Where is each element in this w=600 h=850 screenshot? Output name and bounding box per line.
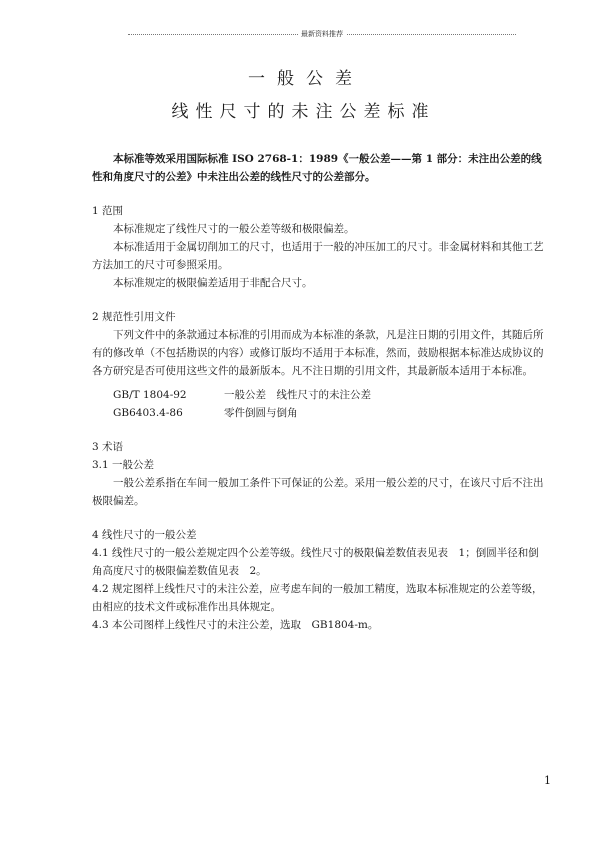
section-1-heading: 1 范围 bbox=[92, 205, 124, 217]
reference-title: 零件倒圆与倒角 bbox=[224, 407, 298, 419]
section-4-heading: 4 线性尺寸的一般公差 bbox=[92, 529, 197, 541]
section-3-heading: 3 术语 bbox=[92, 441, 124, 453]
reference-title: 一般公差 线性尺寸的未注公差 bbox=[224, 389, 371, 401]
reference-code: GB/T 1804-92 bbox=[113, 389, 187, 401]
reference-code: GB6403.4-86 bbox=[113, 407, 183, 419]
section-2-paragraph-1: 下列文件中的条款通过本标准的引用而成为本标准的条款，凡是注日期的引用文件，其随后所有的修改单（不包括勘误的内容）或修订版均不适用于本标准，然而，鼓励根据本标准达成协议的各方研究是否可使用这些文件的最新版本。凡不注日期的引用文件，其最新版本适用于本标准。 bbox=[92, 329, 544, 377]
section-1-paragraph-3: 本标准规定的极限偏差适用于非配合尺寸。 bbox=[113, 277, 313, 289]
section-3-paragraph-1: 一般公差系指在车间一般加工条件下可保证的公差。采用一般公差的尺寸，在该尺寸后不注出极限偏差。 bbox=[92, 477, 544, 507]
document-body bbox=[92, 150, 547, 634]
header-text: 最新资料推荐 bbox=[298, 29, 346, 39]
section-4-2-paragraph: 4.2 规定图样上线性尺寸的未注公差，应考虑车间的一般加工精度，选取本标准规定的公差等级，由相应的技术文件或标准作出具体规定。 bbox=[92, 583, 543, 613]
page-number: 1 bbox=[544, 774, 551, 787]
section-1-paragraph-1: 本标准规定了线性尺寸的一般公差等级和极限偏差。 bbox=[113, 223, 355, 235]
document-title-line2: 线性尺寸的未注公差标准 bbox=[171, 102, 436, 122]
section-3-1-heading: 3.1 一般公差 bbox=[92, 459, 155, 471]
page-header bbox=[128, 29, 516, 39]
section-2-heading: 2 规范性引用文件 bbox=[92, 311, 176, 323]
section-4-3-paragraph: 4.3 本公司图样上线性尺寸的未注公差，选取 GB1804-m。 bbox=[92, 619, 379, 631]
document-title-line1: 一般公差 bbox=[248, 69, 364, 89]
reference-row bbox=[92, 404, 547, 422]
section-1-paragraph-2: 本标准适用于金属切削加工的尺寸，也适用于一般的冲压加工的尺寸。非金属材料和其他工艺方法加工的尺寸可参照采用。 bbox=[92, 241, 544, 271]
section-4-1-paragraph: 4.1 线性尺寸的一般公差规定四个公差等级。线性尺寸的极限偏差数值表见表 1；倒圆半径和倒角高度尺寸的极限偏差数值见表 2。 bbox=[92, 547, 539, 577]
intro-paragraph: 本标准等效采用国际标准 ISO 2768-1：1989《一般公差——第 1 部分：未注出公差的线性和角度尺寸的公差》中未注出公差的线性尺寸的公差部分。 bbox=[92, 153, 542, 183]
reference-row bbox=[92, 386, 547, 404]
